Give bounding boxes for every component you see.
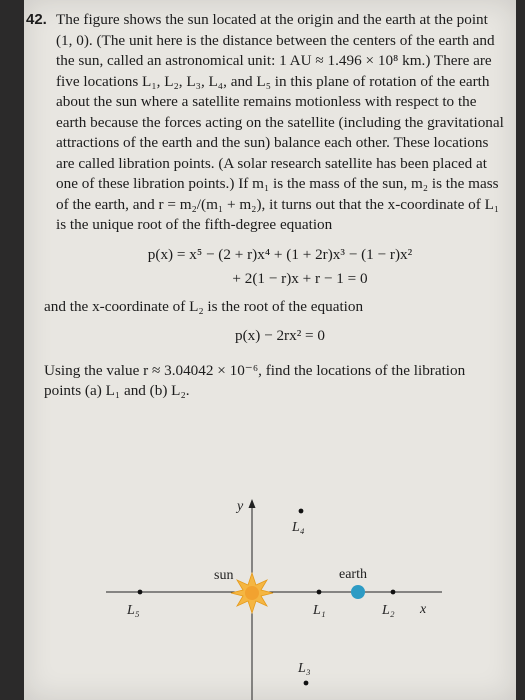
sun-icon (231, 573, 273, 613)
l1-label: L₁ (313, 603, 326, 618)
y-axis-arrow (249, 499, 256, 508)
libration-points-figure (24, 0, 516, 700)
question-text: Using the value r ≈ 3.04042 × 10⁻⁶, find the locations of the libration points (a) L₁ and (b) L₂. (44, 361, 466, 399)
y-axis-label: y (237, 499, 244, 514)
equation-line-1: p(x) = x⁵ − (2 + r)x⁴ + (1 + 2r)x³ − (1 − r)x² (147, 245, 413, 263)
problem-text: The figure shows the sun located at the origin and the earth at the point (1, 0). (The unit here is the distance between the centers of the earth and the sun, called an astronomical unit: 1 AU ≈ 1.496 × 10⁸ km.) There are five locations L₁, L₂, L₃, L₄, and L₅ in this plane of rotation of the earth about the sun where a satellite remains motionless with respect to the earth because the forces acting on the satellite (including the gravitational attractions of the earth and the sun) balance each other. These locations are called libration points. (A solar research satellite has been placed at one of these libration points.) If m₁ is the mass of the sun, m₂ is the mass of the earth, and r = m₂/(m₁ + m₂), it turns out that the x-coordinate of L₁ is the unique root of the fifth-degree equation (56, 11, 504, 233)
earth-label: earth (339, 567, 367, 582)
textbook-page (24, 0, 516, 700)
l3-label: L₃ (298, 661, 311, 676)
l3-point (304, 681, 309, 686)
equation-l2: p(x) − 2rx² = 0 (234, 327, 325, 344)
l5-point (138, 590, 143, 595)
equation-line-2: + 2(1 − r)x + r − 1 = 0 (232, 270, 368, 287)
l4-label: L₄ (292, 520, 305, 535)
l5-label: L₅ (127, 603, 140, 618)
l2-label: L₂ (382, 603, 395, 618)
earth-icon (351, 585, 365, 599)
x-axis-label: x (420, 602, 427, 617)
l4-point (299, 509, 304, 514)
l2-point (391, 590, 396, 595)
sun-label: sun (214, 568, 234, 583)
l1-point (317, 590, 322, 595)
l2-intro-text: and the x-coordinate of L₂ is the root of the equation (44, 297, 364, 315)
problem-number: 42. (26, 11, 47, 28)
